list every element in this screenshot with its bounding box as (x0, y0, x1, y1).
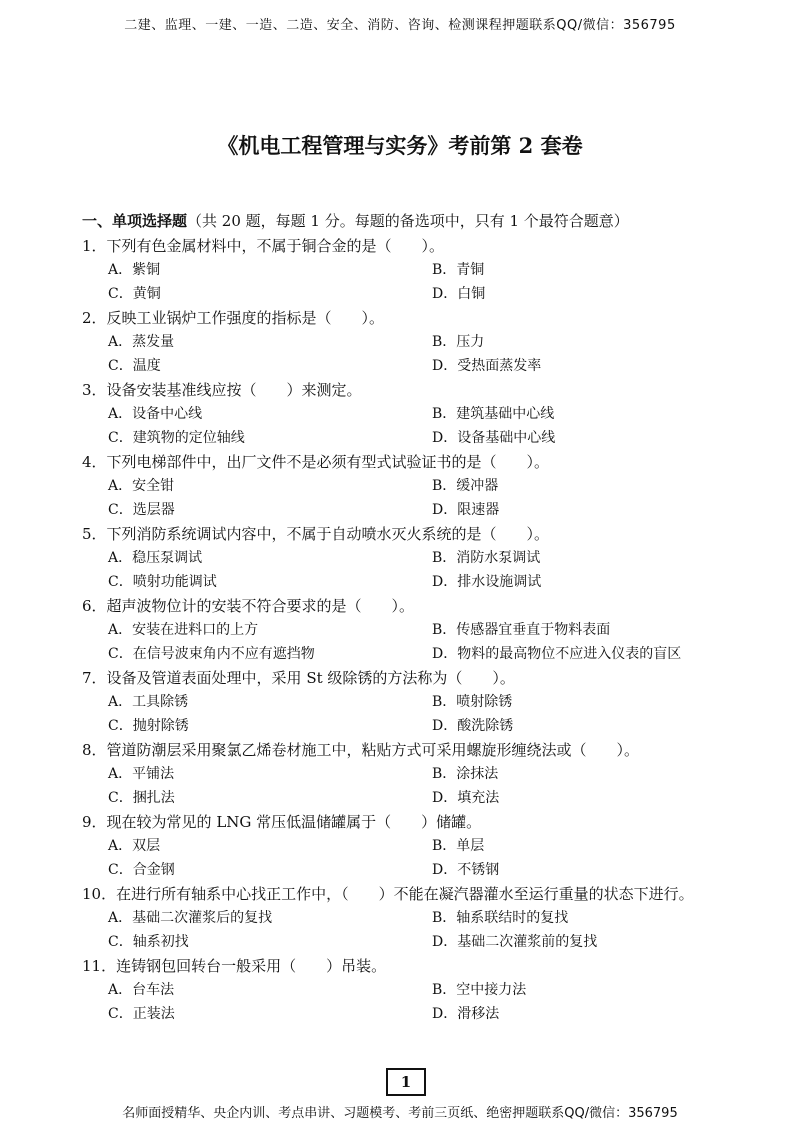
option-row (82, 258, 742, 282)
option-c: C．建筑物的定位轴线 (108, 430, 245, 446)
option-row (82, 978, 742, 1002)
option-row (82, 930, 742, 954)
option-a: A．蒸发量 (108, 334, 175, 350)
question-stem (82, 882, 742, 906)
option-row (82, 546, 742, 570)
option-row (82, 570, 742, 594)
option-row (82, 858, 742, 882)
option-row (82, 642, 742, 666)
option-b: B．传感器宜垂直于物料表面 (432, 622, 611, 638)
question-number: 5． (82, 525, 107, 543)
option-c: C．合金钢 (108, 862, 175, 878)
question-text: 设备安装基准线应按（ ）来测定。 (106, 381, 362, 399)
option-d: D．酸洗除锈 (432, 718, 514, 734)
option-row (82, 498, 742, 522)
option-d: D．限速器 (432, 502, 500, 518)
option-d: D．白铜 (432, 286, 486, 302)
option-a: A．台车法 (108, 982, 175, 998)
question-stem (82, 378, 742, 402)
option-a: A．安全钳 (108, 478, 175, 494)
section-label: 一、单项选择题 (82, 212, 188, 230)
option-a: A．平铺法 (108, 766, 175, 782)
option-row (82, 834, 742, 858)
question-number: 9． (82, 813, 107, 831)
section-description: （共 20 题，每题 1 分。每题的备选项中，只有 1 个最符合题意） (187, 212, 629, 230)
option-row (82, 762, 742, 786)
question-stem (82, 450, 742, 474)
question-text: 管道防潮层采用聚氯乙烯卷材施工中，粘贴方式可采用螺旋形缠绕法或（ ）。 (106, 741, 640, 759)
option-a: A．工具除锈 (108, 694, 189, 710)
question-stem (82, 738, 742, 762)
page-number: 1 (386, 1068, 426, 1096)
option-d: D．滑移法 (432, 1006, 500, 1022)
option-c: C．在信号波束角内不应有遮挡物 (108, 646, 315, 662)
option-row (82, 690, 742, 714)
question-number: 3． (82, 381, 107, 399)
option-b: B．喷射除锈 (432, 694, 513, 710)
option-c: C．选层器 (108, 502, 175, 518)
option-b: B．压力 (432, 334, 485, 350)
option-row (82, 1002, 742, 1026)
option-c: C．抛射除锈 (108, 718, 189, 734)
option-d: D．物料的最高物位不应进入仪表的盲区 (432, 646, 682, 662)
question-text: 设备及管道表面处理中，采用 St 级除锈的方法称为（ ）。 (106, 669, 515, 687)
option-row (82, 426, 742, 450)
page-footer: 名师面授精华、央企内训、考点串讲、习题模考、考前三页纸、绝密押题联系QQ/微信：356795 (122, 1106, 678, 1121)
question-stem (82, 810, 742, 834)
question-text: 超声波物位计的安装不符合要求的是（ ）。 (106, 597, 415, 615)
question-number: 10． (82, 885, 117, 903)
question-text: 反映工业锅炉工作强度的指标是（ ）。 (106, 309, 385, 327)
question-number: 2． (82, 309, 107, 327)
option-c: C．正装法 (108, 1006, 175, 1022)
option-d: D．不锈钢 (432, 862, 500, 878)
option-d: D．受热面蒸发率 (432, 358, 542, 374)
option-row (82, 618, 742, 642)
option-row (82, 402, 742, 426)
question-text: 现在较为常见的 LNG 常压低温储罐属于（ ）储罐。 (106, 813, 482, 831)
option-b: B．轴系联结时的复找 (432, 910, 569, 926)
option-d: D．排水设施调试 (432, 574, 542, 590)
question-number: 7． (82, 669, 107, 687)
option-b: B．缓冲器 (432, 478, 499, 494)
question-stem (82, 594, 742, 618)
option-row (82, 474, 742, 498)
question-stem (82, 522, 742, 546)
option-a: A．紫铜 (108, 262, 161, 278)
question-text: 下列有色金属材料中，不属于铜合金的是（ ）。 (106, 237, 445, 255)
section-heading (82, 208, 742, 234)
option-b: B．涂抹法 (432, 766, 499, 782)
question-stem (82, 666, 742, 690)
question-text: 下列电梯部件中，出厂文件不是必须有型式试验证书的是（ ）。 (106, 453, 550, 471)
option-d: D．基础二次灌浆前的复找 (432, 934, 598, 950)
option-row (82, 330, 742, 354)
question-text: 连铸钢包回转台一般采用（ ）吊装。 (116, 957, 387, 975)
option-d: D．设备基础中心线 (432, 430, 556, 446)
option-b: B．消防水泵调试 (432, 550, 541, 566)
option-c: C．喷射功能调试 (108, 574, 217, 590)
option-a: A．双层 (108, 838, 161, 854)
option-row (82, 906, 742, 930)
option-row (82, 354, 742, 378)
page-header: 二建、监理、一建、一造、二造、安全、消防、咨询、检测课程押题联系QQ/微信：356795 (124, 18, 676, 33)
option-b: B．建筑基础中心线 (432, 406, 555, 422)
option-b: B．空中接力法 (432, 982, 527, 998)
question-text: 下列消防系统调试内容中，不属于自动喷水灭火系统的是（ ）。 (106, 525, 550, 543)
option-c: C．轴系初找 (108, 934, 189, 950)
option-c: C．黄铜 (108, 286, 161, 302)
option-c: C．捆扎法 (108, 790, 175, 806)
option-a: A．设备中心线 (108, 406, 203, 422)
question-number: 4． (82, 453, 107, 471)
question-number: 1． (82, 237, 107, 255)
option-d: D．填充法 (432, 790, 500, 806)
option-a: A．安装在进料口的上方 (108, 622, 259, 638)
option-row (82, 282, 742, 306)
question-stem (82, 306, 742, 330)
option-b: B．青铜 (432, 262, 485, 278)
option-b: B．单层 (432, 838, 485, 854)
question-stem (82, 234, 742, 258)
option-a: A．稳压泵调试 (108, 550, 203, 566)
option-row (82, 714, 742, 738)
option-row (82, 786, 742, 810)
question-number: 8． (82, 741, 107, 759)
question-number: 6． (82, 597, 107, 615)
question-number: 11． (82, 957, 117, 975)
option-a: A．基础二次灌浆后的复找 (108, 910, 273, 926)
question-stem (82, 954, 742, 978)
question-text: 在进行所有轴系中心找正工作中，（ ）不能在凝汽器灌水至运行重量的状态下进行。 (116, 885, 694, 903)
question-list (82, 208, 742, 1026)
option-c: C．温度 (108, 358, 161, 374)
page-title: 《机电工程管理与实务》考前第 2 套卷 (217, 133, 583, 158)
